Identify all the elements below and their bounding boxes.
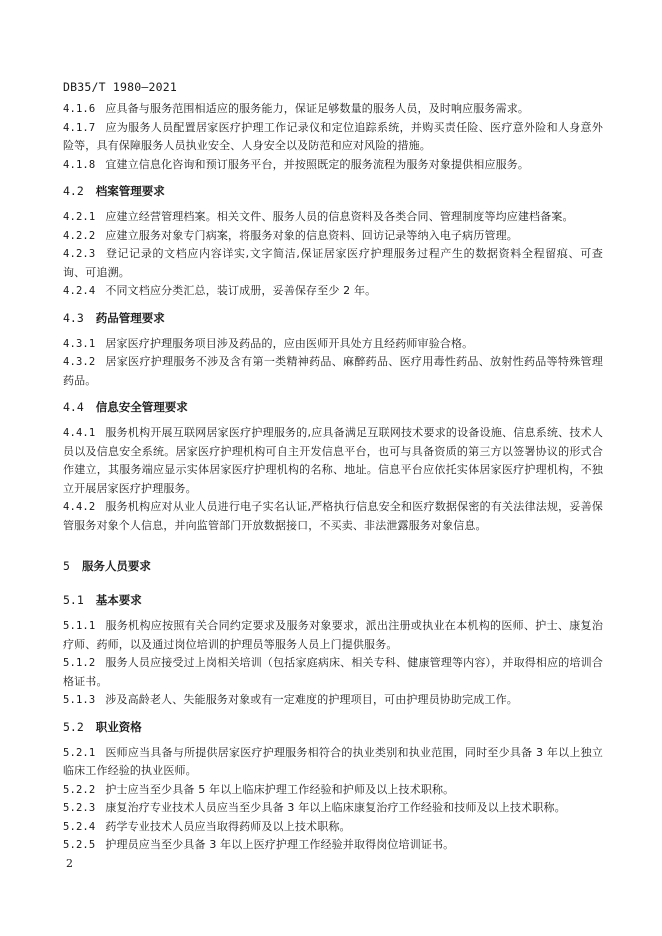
clause-4-1-6: 4.1.6 应具备与服务范围相适应的服务能力，保证足够数量的服务人员，及时响应服务需求。: [63, 102, 530, 115]
clause-4-3-1: 4.3.1 居家医疗护理服务项目涉及药品的，应由医师开具处方且经药师审验合格。: [63, 336, 474, 350]
clause-5-2-1: 5.2.1 医师应当具备与所提供居家医疗护理服务相符合的执业类别和执业范围，同时至少具备 3 年以上独立临床工作经验的执业医师。: [63, 745, 603, 777]
heading-4-4: 4.4 信息安全管理要求: [63, 400, 188, 414]
heading-5-1: 5.1 基本要求: [63, 593, 142, 607]
clause-4-2-4: 4.2.4 不同文档应分类汇总，装订成册，妥善保存至少 2 年。: [63, 284, 377, 297]
clause-4-1-7: 4.1.7 应为服务人员配置居家医疗护理工作记录仪和定位追踪系统，并购买责任险、医疗意外险和人身意外险等，具有保障服务人员执业安全、人身安全以及防范和应对风险的措施。: [63, 120, 603, 152]
clause-4-2-2: 4.2.2 应建立服务对象专门病案，将服务对象的信息资料、回访记录等纳入电子病历管理。: [63, 228, 518, 242]
clause-5-2-3: 5.2.3 康复治疗专业技术人员应当至少具备 3 年以上临床康复治疗工作经验和技师及以上技术职称。: [63, 801, 566, 814]
heading-4-3: 4.3 药品管理要求: [63, 310, 165, 325]
heading-4-2: 4.2 档案管理要求: [63, 184, 165, 198]
clause-5-2-2: 5.2.2 护士应当至少具备 5 年以上临床护理工作经验和护师及以上技术职称。: [63, 782, 455, 796]
clause-4-4-1: 4.4.1 服务机构开展互联网居家医疗护理服务的,应具备满足互联网技术要求的设备设施、信息系统、技术人员以及信息安全系统。居家医疗护理机构可自主开发信息平台，也可与具备资质的第三方以签署协议的形式合作建立，其服务端应显示实体居家医疗护理机构的名称、地址。信息平台应依托实体居家医疗护理机构，不独立开展居家医疗护理服务。: [63, 426, 603, 495]
clause-4-3-2: 4.3.2 居家医疗护理服务不涉及含有第一类精神药品、麻醉药品、医疗用毒性药品、放射性药品等特殊管理药品。: [63, 355, 603, 387]
clause-4-4-2: 4.4.2 服务机构应对从业人员进行电子实名认证,严格执行信息安全和医疗数据保密的有关法律法规，妥善保管服务对象个人信息，并向监管部门开放数据接口，不买卖、非法泄露服务对象信息。: [63, 500, 603, 532]
document-code: DB35/T 1980—2021: [63, 80, 177, 94]
clause-4-1-8: 4.1.8 宜建立信息化咨询和预订服务平台，并按照既定的服务流程为服务对象提供相应服务。: [63, 157, 530, 171]
clause-5-1-1: 5.1.1 服务机构应按照有关合同约定要求及服务对象要求，派出注册或执业在本机构的医师、护士、康复治疗师、药师，以及通过岗位培训的护理员等服务人员上门提供服务。: [63, 619, 603, 651]
clause-5-2-4: 5.2.4 药学专业技术人员应当取得药师及以上技术职称。: [63, 819, 351, 833]
clause-5-1-3: 5.1.3 涉及高龄老人、失能服务对象或有一定难度的护理项目，可由护理员协助完成工作。: [63, 693, 518, 706]
page-number: 2: [66, 857, 73, 870]
clause-5-2-5: 5.2.5 护理员应当至少具备 3 年以上医疗护理工作经验并取得岗位培训证书。: [63, 838, 455, 851]
clause-4-2-3: 4.2.3 登记记录的文档应内容详实,文字简洁,保证居家医疗护理服务过程产生的数据资料全程留痕、可查询、可追溯。: [63, 247, 603, 279]
clause-4-2-1: 4.2.1 应建立经营管理档案。相关文件、服务人员的信息资料及各类合同、管理制度等均应建档备案。: [63, 210, 574, 223]
heading-chapter-5: 5 服务人员要求: [63, 559, 151, 573]
clause-5-1-2: 5.1.2 服务人员应接受过上岗相关培训（包括家庭病床、相关专科、健康管理等内容），并取得相应的培训合格证书。: [63, 656, 603, 688]
heading-5-2: 5.2 职业资格: [63, 719, 142, 734]
document-body: [63, 100, 603, 855]
section-4-1-tail: [63, 100, 603, 174]
